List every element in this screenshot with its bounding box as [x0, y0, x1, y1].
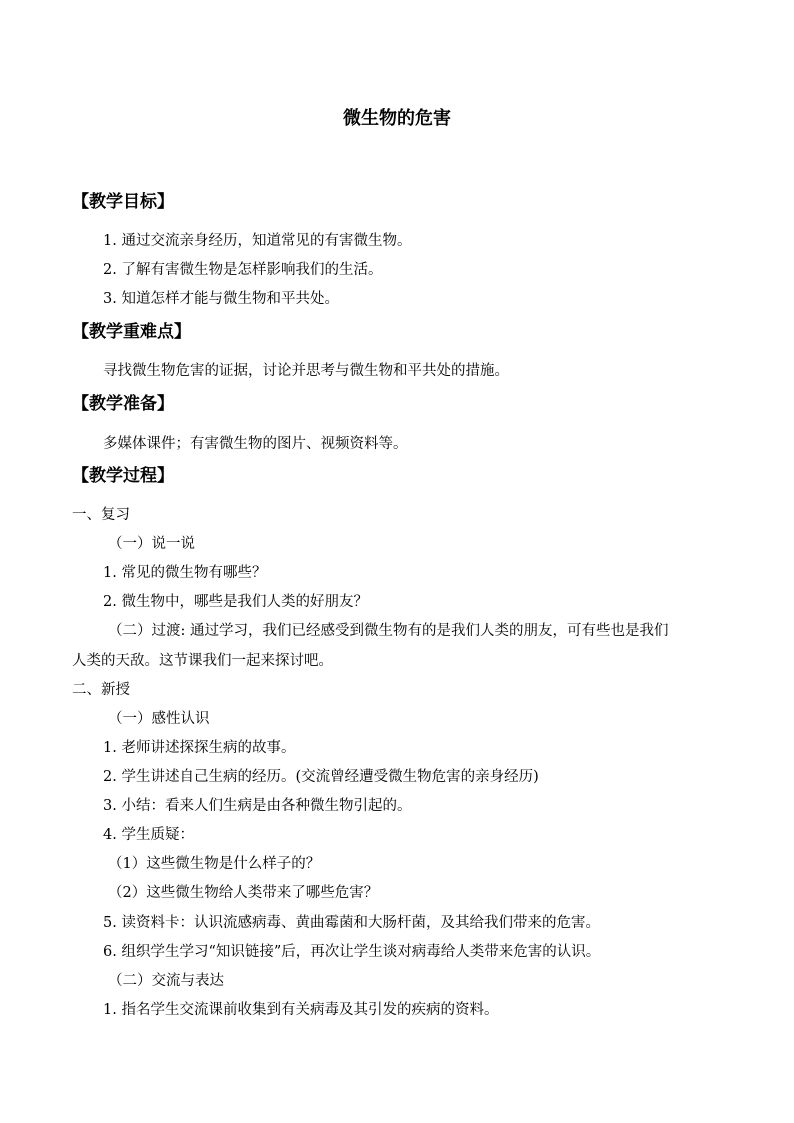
new-lesson-item: 1. 指名学生交流课前收集到有关病毒及其引发的疾病的资料。: [103, 1002, 499, 1018]
question-item: （1）这些微生物是什么样子的？: [108, 856, 321, 872]
objective-item: 1. 通过交流亲身经历，知道常见的有害微生物。: [103, 233, 412, 249]
preparation-text: 多媒体课件；有害微生物的图片、视频资料等。: [103, 436, 408, 452]
review-subheading: （一）说一说: [108, 536, 195, 552]
question-item: （2）这些微生物给人类带来了哪些危害？: [108, 885, 379, 901]
objective-item: 3. 知道怎样才能与微生物和平共处。: [103, 291, 339, 307]
objective-item: 2. 了解有害微生物是怎样影响我们的生活。: [103, 262, 383, 278]
new-lesson-item: 1. 老师讲述探探生病的故事。: [103, 740, 296, 756]
new-lesson-subheading: （二）交流与表达: [108, 973, 224, 989]
new-lesson-item: 3. 小结：看来人们生病是由各种微生物引起的。: [103, 798, 412, 814]
new-lesson-subheading: （一）感性认识: [108, 711, 210, 727]
new-lesson-item: 4. 学生质疑：: [103, 827, 194, 843]
review-item: 2. 微生物中，哪些是我们人类的好朋友？: [103, 594, 368, 610]
section-heading-process: 【教学过程】: [72, 466, 174, 486]
review-item: 1. 常见的微生物有哪些？: [103, 565, 267, 581]
subsection-heading-new-lesson: 二、新授: [72, 682, 130, 698]
review-transition-line1: （二）过渡: 通过学习，我们已经感受到微生物有的是我们人类的朋友，可有些也是我们: [108, 623, 669, 639]
new-lesson-item: 2. 学生讲述自己生病的经历。(交流曾经遭受微生物危害的亲身经历): [103, 769, 539, 785]
key-points-text: 寻找微生物危害的证据，讨论并思考与微生物和平共处的措施。: [103, 363, 509, 379]
new-lesson-item: 5. 读资料卡：认识流感病毒、黄曲霉菌和大肠杆菌，及其给我们带来的危害。: [103, 915, 600, 931]
new-lesson-item: 6. 组织学生学习“知识链接”后，再次让学生谈对病毒给人类带来危害的认识。: [103, 944, 601, 960]
page-title: 微生物的危害: [343, 108, 451, 129]
section-heading-preparation: 【教学准备】: [72, 394, 174, 414]
section-heading-key-points: 【教学重难点】: [72, 322, 191, 342]
section-heading-objectives: 【教学目标】: [72, 192, 174, 212]
subsection-heading-review: 一、复习: [72, 507, 130, 523]
review-transition-line2: 人类的天敌。这节课我们一起来探讨吧。: [72, 653, 333, 669]
